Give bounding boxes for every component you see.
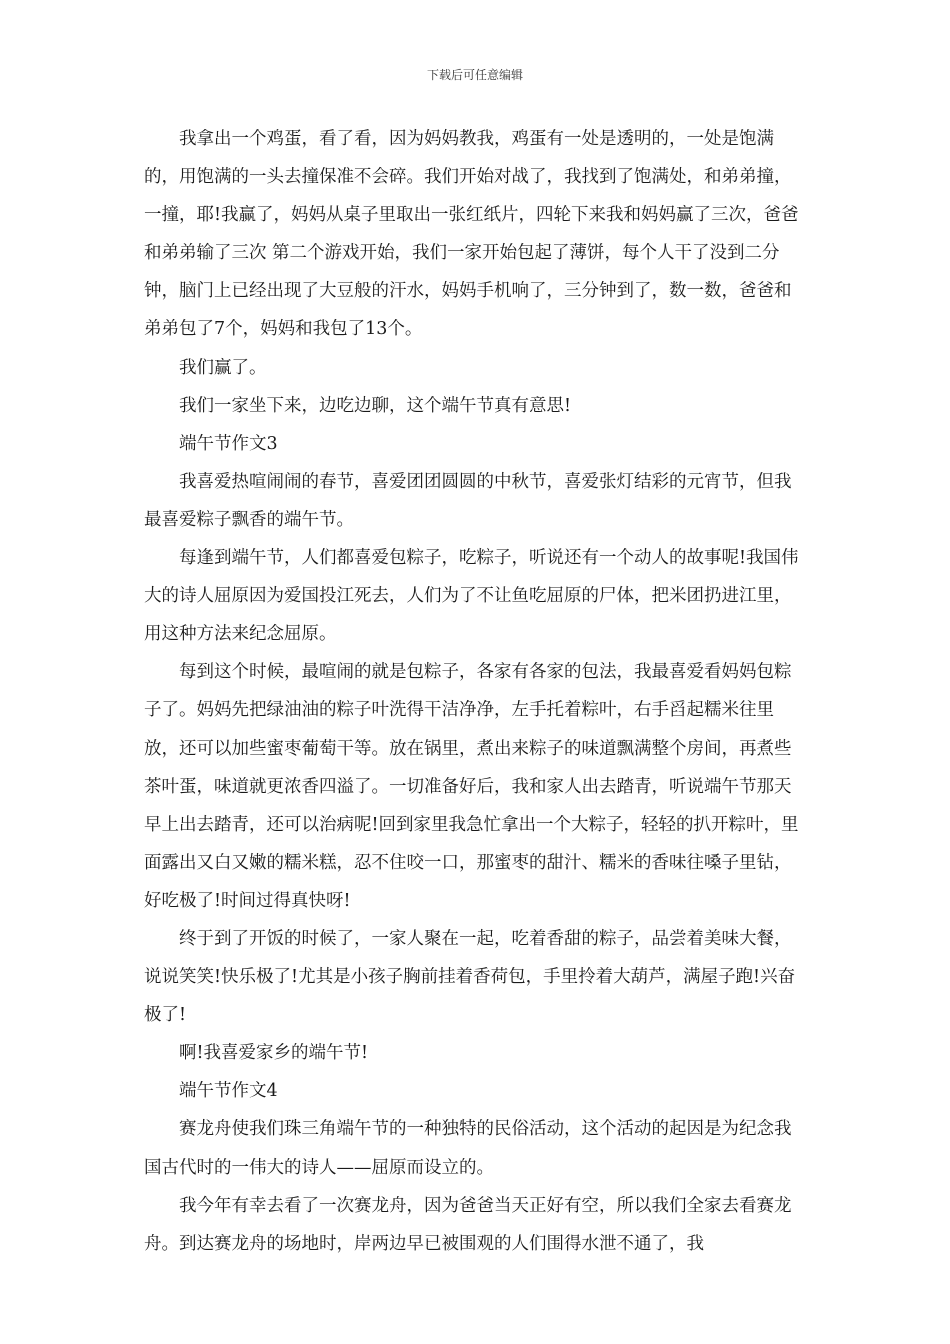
paragraph: 我们一家坐下来，边吃边聊，这个端午节真有意思! [179,395,572,416]
paragraph: 我喜爱热喧闹闹的春节，喜爱团团圆圆的中秋节，喜爱张灯结彩的元宵节，但我最喜爱粽子飘香的端午节。 [144,471,792,530]
paragraph: 我拿出一个鸡蛋，看了看，因为妈妈教我，鸡蛋有一处是透明的，一处是饱满的，用饱满的一头去撞保准不会碎。我们开始对战了，我找到了饱满处，和弟弟撞，一撞，耶!我赢了，妈妈从桌子里取出一张红纸片，四轮下来我和妈妈赢了三次，爸爸和弟弟输了三次 第二个游戏开始，我们一家开始包起了薄饼，每个人干了没到二分钟，脑门上已经出现了大豆般的汗水，妈妈手机响了，三分钟到了，数一数，爸爸和弟弟包了7个，妈妈和我包了13个。 [144,129,799,340]
paragraph: 啊!我喜爱家乡的端午节! [179,1043,369,1064]
section-heading: 端午节作文4 [179,1081,278,1102]
paragraph: 每逢到端午节，人们都喜爱包粽子，吃粽子，听说还有一个动人的故事呢!我国伟大的诗人屈原因为爱国投江死去，人们为了不让鱼吃屈原的尸体，把米团扔进江里，用这种方法来纪念屈原。 [144,548,799,645]
document-body [144,120,806,1263]
page-header: 下载后可任意编辑 [426,68,523,82]
section-heading: 端午节作文3 [179,433,278,454]
paragraph: 每到这个时候，最喧闹的就是包粽子，各家有各家的包法，我最喜爱看妈妈包粽子了。妈妈先把绿油油的粽子叶洗得干洁净净，左手托着粽叶，右手舀起糯米往里放，还可以加些蜜枣葡萄干等。放在锅里，煮出来粽子的味道飘满整个房间，再煮些茶叶蛋，味道就更浓香四溢了。一切准备好后，我和家人出去踏青，听说端午节那天早上出去踏青，还可以治病呢!回到家里我急忙拿出一个大粽子，轻轻的扒开粽叶，里面露出又白又嫩的糯米糕，忍不住咬一口，那蜜枣的甜汁、糯米的香味往嗓子里钻，好吃极了!时间过得真快呀! [144,662,799,911]
paragraph: 赛龙舟使我们珠三角端午节的一种独特的民俗活动，这个活动的起因是为纪念我国古代时的一伟大的诗人——屈原而设立的。 [144,1119,792,1178]
paragraph: 终于到了开饭的时候了，一家人聚在一起，吃着香甜的粽子，品尝着美味大餐，说说笑笑!快乐极了!尤其是小孩子胸前挂着香荷包，手里拎着大葫芦，满屋子跑!兴奋极了! [144,928,796,1026]
paragraph: 我今年有幸去看了一次赛龙舟，因为爸爸当天正好有空，所以我们全家去看赛龙舟。到达赛龙舟的场地时，岸两边早已被围观的人们围得水泄不通了，我 [144,1195,792,1254]
paragraph: 我们赢了。 [179,357,267,378]
